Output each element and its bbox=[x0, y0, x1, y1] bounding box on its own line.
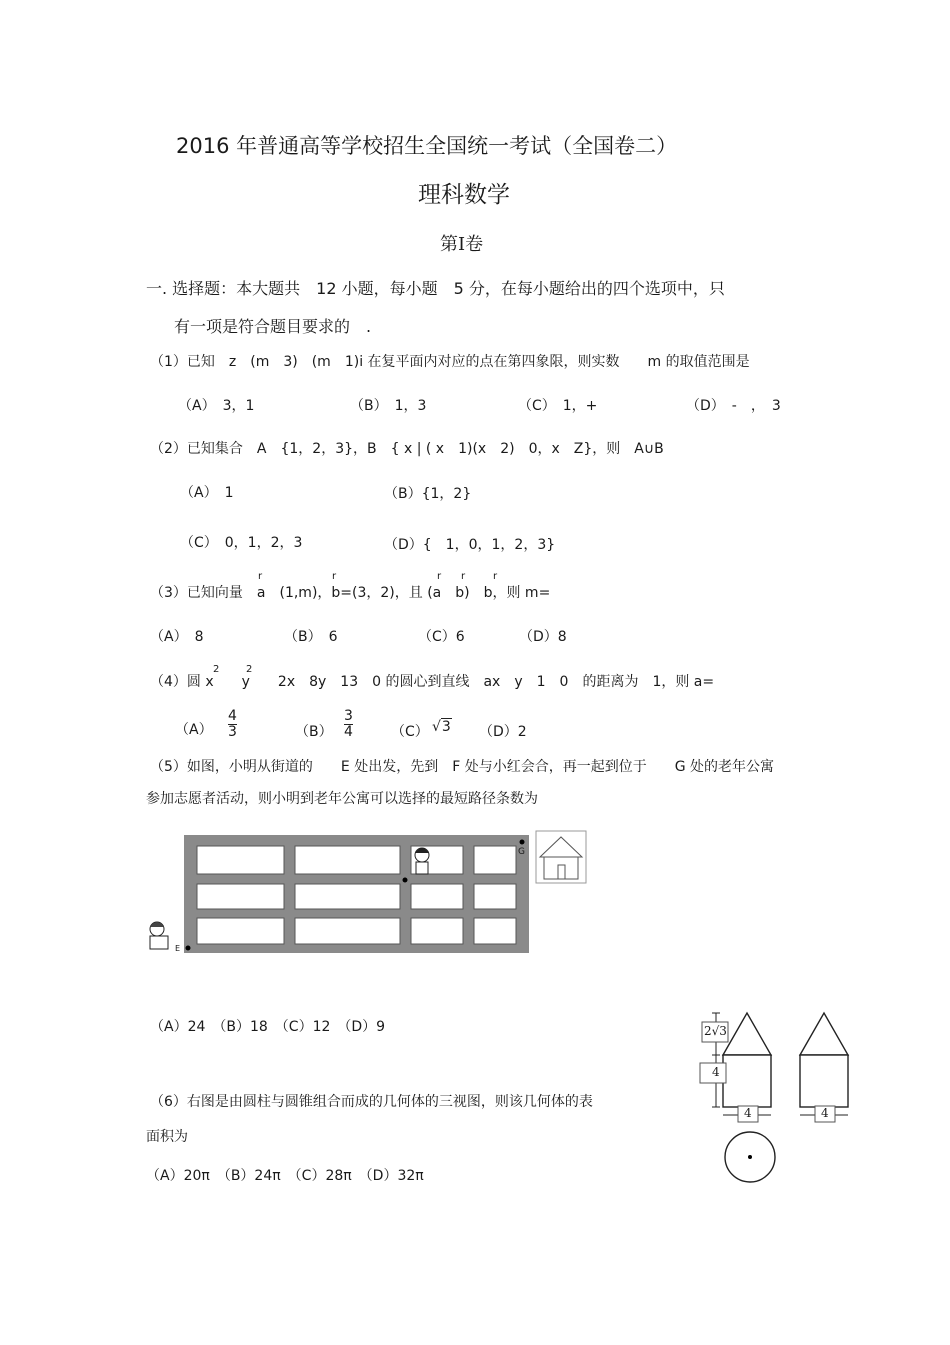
fraction-numerator: 3 bbox=[344, 708, 353, 724]
question-2-option-d: （D）{ 1，0，1，2，3} bbox=[384, 537, 556, 553]
point-f bbox=[403, 878, 408, 883]
vector-mark-b2: r bbox=[461, 571, 466, 582]
question-4-option-a-label: （A） bbox=[175, 722, 213, 738]
body-shape bbox=[416, 862, 428, 874]
question-5-line1: （5）如图，小明从街道的 E 处出发，先到 F 处与小红会合，再一起到位于 G 处的老年公寓 bbox=[150, 759, 775, 775]
question-1-option-c: （C） 1，+ bbox=[518, 398, 598, 414]
street-grid-figure bbox=[140, 825, 600, 960]
question-1-option-b: （B） 1，3 bbox=[350, 398, 427, 414]
fraction-denominator: 4 bbox=[344, 724, 353, 741]
question-6-line1: （6）右图是由圆柱与圆锥组合而成的几何体的三视图，则该几何体的表 bbox=[150, 1094, 593, 1110]
question-4-stem: （4）圆 x y 2x 8y 13 0 的圆心到直线 ax y 1 0 的距离为 1，则 a= bbox=[150, 674, 715, 690]
superscript-y2: 2 bbox=[246, 664, 253, 675]
subject-title: 理科数学 bbox=[418, 182, 510, 208]
question-2-option-a: （A） 1 bbox=[180, 485, 234, 501]
city-block bbox=[295, 846, 400, 874]
question-1-option-d: （D） - ， 3 bbox=[686, 398, 781, 414]
question-3-option-c: （C）6 bbox=[418, 629, 465, 645]
section-instruction-line2: 有一项是符合题目要求的 . bbox=[174, 317, 372, 336]
question-3-option-d: （D）8 bbox=[519, 629, 567, 645]
superscript-x2: 2 bbox=[213, 664, 220, 675]
senior-apartment-house bbox=[536, 831, 586, 883]
question-2-option-b: （B）{1，2} bbox=[384, 486, 472, 502]
question-4-option-b-label: （B） bbox=[295, 724, 333, 740]
front-view-cone bbox=[723, 1013, 771, 1055]
city-block bbox=[411, 884, 463, 909]
city-block bbox=[411, 918, 463, 944]
question-4-option-a-fraction bbox=[228, 709, 237, 741]
question-3-option-a: （A） 8 bbox=[150, 629, 204, 645]
question-5-options: （A）24 （B）18 （C）12 （D）9 bbox=[150, 1019, 386, 1035]
city-block bbox=[197, 918, 284, 944]
side-view-cone bbox=[800, 1013, 848, 1055]
question-3-stem: （3）已知向量 a (1,m)，b=(3，2)，且 (a b) b，则 m= bbox=[150, 585, 551, 601]
question-1-option-a: （A） 3，1 bbox=[178, 398, 255, 414]
question-6-options: （A）20π （B）24π （C）28π （D）32π bbox=[146, 1168, 424, 1184]
front-view-cylinder bbox=[723, 1055, 771, 1107]
exam-title: 2016 年普通高等学校招生全国统一考试（全国卷二） bbox=[176, 134, 678, 158]
house-door bbox=[558, 865, 565, 879]
section-instruction-line1: 一. 选择题：本大题共 12 小题，每小题 5 分，在每小题给出的四个选项中，只 bbox=[146, 279, 725, 298]
front-width-label: 4 bbox=[744, 1106, 752, 1120]
xiaoming-figure bbox=[150, 922, 168, 949]
question-4-option-b-fraction bbox=[344, 709, 353, 741]
hair-shape bbox=[150, 922, 164, 927]
question-3-option-b: （B） 6 bbox=[284, 629, 338, 645]
side-width-label: 4 bbox=[821, 1106, 829, 1120]
label-e: E bbox=[175, 944, 181, 953]
sqrt-radicand: 3 bbox=[441, 719, 451, 735]
question-4-option-c-sqrt: √3 bbox=[432, 719, 451, 735]
question-5-line2: 参加志愿者活动，则小明到老年公寓可以选择的最短路径条数为 bbox=[146, 791, 538, 807]
vector-mark-b: r bbox=[332, 571, 337, 582]
question-4-option-d: （D）2 bbox=[479, 724, 527, 740]
top-view-center bbox=[748, 1155, 752, 1159]
body-shape bbox=[150, 936, 168, 949]
label-g: G bbox=[518, 847, 525, 857]
city-block bbox=[474, 884, 516, 909]
point-g bbox=[520, 840, 525, 845]
city-block bbox=[197, 846, 284, 874]
point-e bbox=[186, 946, 191, 951]
vector-mark-b3: r bbox=[493, 571, 498, 582]
volume-title: 第Ⅰ卷 bbox=[440, 234, 484, 255]
city-block bbox=[197, 884, 284, 909]
vector-mark-a: r bbox=[258, 571, 263, 582]
city-block bbox=[474, 918, 516, 944]
city-block bbox=[474, 846, 516, 874]
question-2-option-c: （C） 0，1，2，3 bbox=[180, 535, 303, 551]
fraction-denominator: 3 bbox=[228, 724, 237, 741]
fraction-numerator: 4 bbox=[228, 708, 237, 724]
question-1-stem: （1）已知 z (m 3) (m 1)i 在复平面内对应的点在第四象限，则实数 m 的取值范围是 bbox=[150, 354, 750, 370]
cone-height-label: 2√3 bbox=[704, 1024, 727, 1038]
vector-mark-a2: r bbox=[437, 571, 442, 582]
question-4-option-c-label: （C） bbox=[391, 724, 429, 740]
side-view-cylinder bbox=[800, 1055, 848, 1107]
cylinder-height-label: 4 bbox=[712, 1065, 720, 1079]
question-6-line2: 面积为 bbox=[146, 1129, 188, 1145]
city-block bbox=[295, 884, 400, 909]
question-2-stem: （2）已知集合 A {1，2，3}，B { x | ( x 1)(x 2) 0，x Z}，则 A∪B bbox=[150, 441, 664, 457]
city-block bbox=[295, 918, 400, 944]
